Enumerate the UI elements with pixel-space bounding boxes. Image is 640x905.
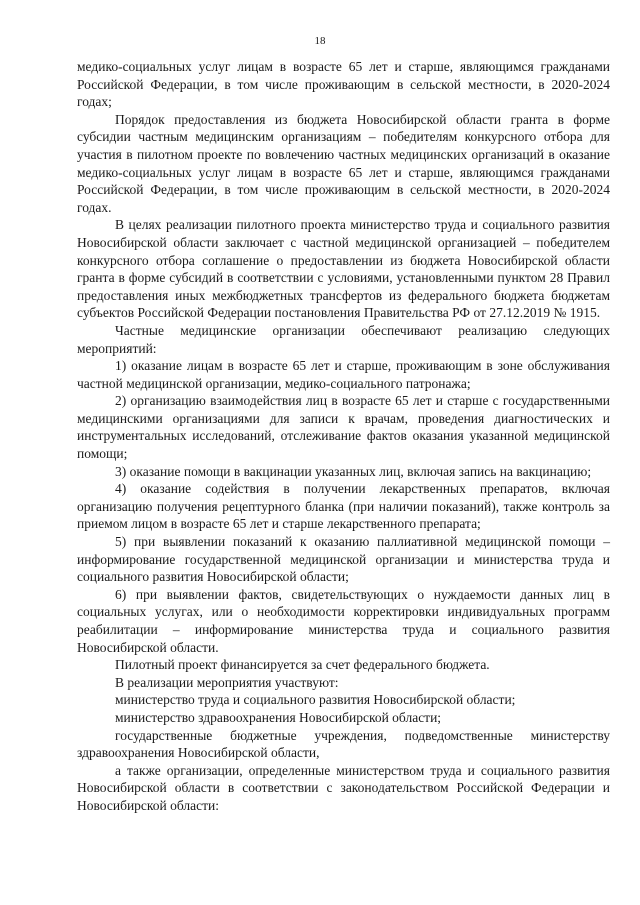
list-item: 4) оказание содействия в получении лекарственных препаратов, включая организацию получения рецептурного бланка (при наличии показаний), также контроль за приемом лицом в возрасте 65 лет и старше лекарственного препарата; (77, 481, 610, 532)
page-number: 18 (314, 35, 326, 47)
list-item: 6) при выявлении фактов, свидетельствующих о нуждаемости данных лиц в социальных услугах, или о необходимости корректировки индивидуальных программ реабилитации – информирование министерства труда и социального развития Новосибирской области. (77, 586, 610, 655)
paragraph: а также организации, определенные министерством труда и социального развития Новосибирской области в соответствии с законодательством Российской Федерации и Новосибирской области: (77, 762, 610, 813)
paragraph: Порядок предоставления из бюджета Новосибирской области гранта в форме субсидии частным медицинским организациям – победителям конкурсного отбора для участия в пилотном проекте по вовлечению частных медицинских организаций в оказание медико-социальных услуг лицам в возрасте 65 лет и старше, являющимся гражданами Российской Федерации, в том числе проживающим в сельской местности, в 2020-2024 годах. (77, 111, 610, 215)
document-body (77, 58, 610, 815)
paragraph: В целях реализации пилотного проекта министерство труда и социального развития Новосибирской области заключает с частной медицинской организацией – победителем конкурсного отбора соглашение о предоставлении из бюджета Новосибирской области гранта в форме субсидий в соответствии с условиями, установленными пунктом 28 Правил предоставления иных межбюджетных трансфертов из федерального бюджета бюджетам субъектов Российской Федерации постановления Правительства РФ от 27.12.2019 № 1915. (77, 217, 610, 321)
list-item: министерство здравоохранения Новосибирской области; (115, 709, 442, 725)
list-item: 3) оказание помощи в вакцинации указанных лиц, включая запись на вакцинацию; (115, 463, 592, 479)
paragraph: В реализации мероприятия участвуют: (115, 674, 339, 690)
list-item: 2) организацию взаимодействия лиц в возрасте 65 лет и старше с государственными медицинскими организациями для записи к врачам, проведения диагностических и инструментальных исследований, отслеживание фактов оказания указанной медицинской помощи; (77, 393, 610, 462)
paragraph: Частные медицинские организации обеспечивают реализацию следующих мероприятий: (77, 322, 610, 356)
list-item: государственные бюджетные учреждения, подведомственные министерству здравоохранения Новосибирской области, (77, 727, 610, 761)
list-item: 5) при выявлении показаний к оказанию паллиативной медицинской помощи – информирование государственной медицинской организации и министерства труда и социального развития Новосибирской области; (77, 534, 610, 585)
list-item: 1) оказание лицам в возрасте 65 лет и старше, проживающим в зоне обслуживания частной медицинской организации, медико-социального патронажа; (77, 358, 610, 391)
list-item: министерство труда и социального развития Новосибирской области; (115, 692, 516, 708)
paragraph: медико-социальных услуг лицам в возрасте 65 лет и старше, являющимся гражданами Российской Федерации, в том числе проживающим в сельской местности, в 2020-2024 годах; (77, 59, 610, 110)
paragraph: Пилотный проект финансируется за счет федерального бюджета. (115, 657, 490, 673)
